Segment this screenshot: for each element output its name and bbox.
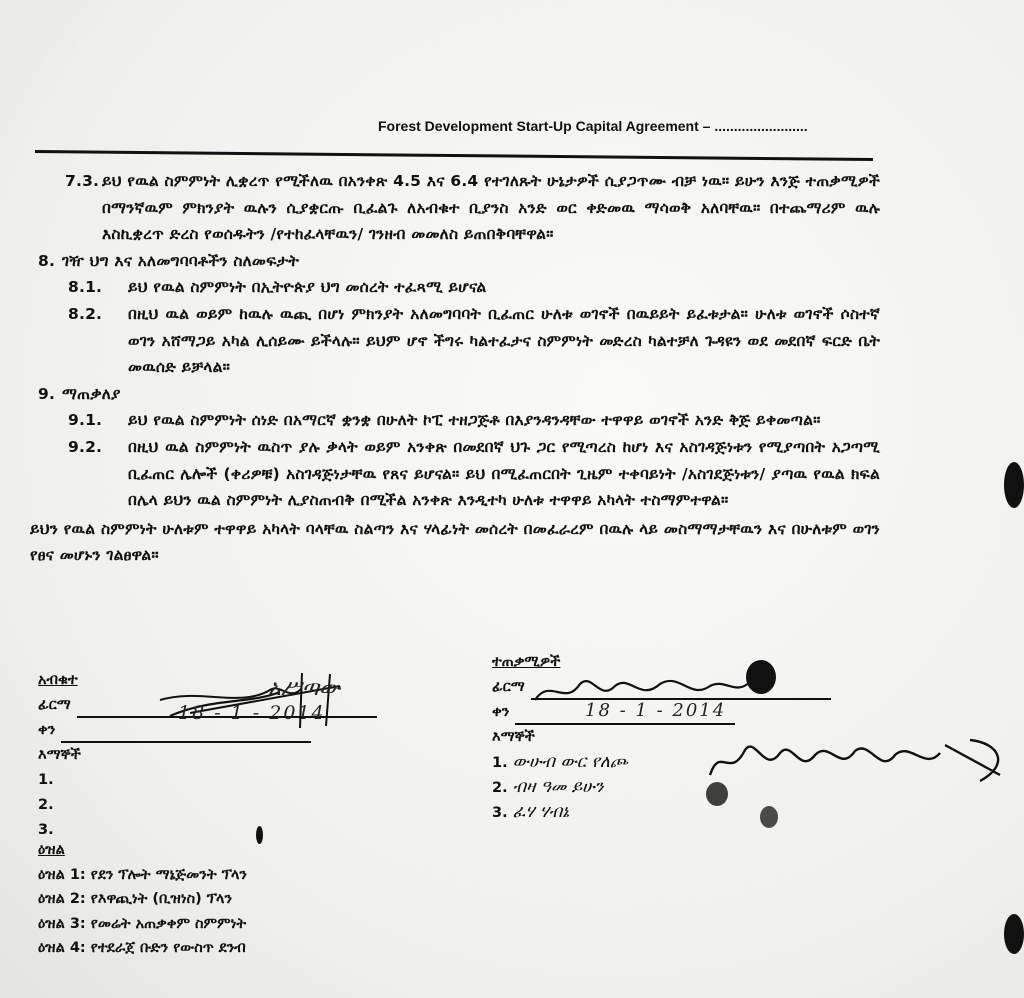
witness-2-number: 2. (38, 797, 54, 813)
annex-item: ዕዝል 4: የተደራጀ ቡድን የውስጥ ደንብ (38, 940, 246, 956)
clause-text: በዚህ ዉል ስምምነት ዉስጥ ያሉ ቃላት ወይም አንቀጽ በመደበኛ ህጉ ጋር የሚጣረስ ከሆነ እና አስገዳጅነቱን የሚያጣበት አጋጣሚ ቢፈጠር ሌሎች (ቀሪዎቹ) አስገዳጅነታቸዉ የጸና ይሆናል። ይህ በሚፈጠርበት ጊዜም ተቀባይነት /አስገደጅነቱን/ ያጣዉ የዉል ክፍል በሌላ ይህን ዉል ስምምነት ሊያስጠብቅ በሚችል አንቀጽ እንዲተካ ሁለቱ ተዋዋይ አካላት ተስማምተዋል። (128, 437, 880, 510)
witness-number: 1. (492, 755, 508, 771)
annex-item: ዕዝል 2: የእዋጪነት (ቢዝነስ) ፕላን (38, 891, 233, 907)
annex-list (38, 838, 247, 961)
witness-1-number: 1. (38, 772, 54, 788)
witness-row (492, 800, 912, 825)
left-signatory-name: አሥጣው (268, 676, 341, 701)
section-number: 9. (38, 384, 56, 403)
clause-text: ይህ የዉል ስምምነት ሊቋረጥ የሚችለዉ በአንቀጽ 4.5 እና 6.4 የተገለጹት ሁኔታዎች ሲያጋጥሙ ብቻ ነዉ። ይሁን እንጅ ተጠቃሚዎች በማንኛዉም ምክንያት ዉሉን ሲያቋርጡ ቢፈልጉ ለአብቁተ ቢያንስ አንድ ወር ቀድመዉ ማሳወቅ አለባቸዉ። በተጨማሪም ዉሉ እስኪቋረጥ ድረስ የወሰዱትን /የተከፈላቸዉን/ ገንዘብ መመለስ ይጠበቅባቸዋል። (102, 172, 880, 244)
document-header-title: Forest Development Start-Up Capital Agreement – ........................ (378, 118, 808, 134)
right-party-title: ተጠቃሚዎች (492, 654, 561, 670)
witness-number: 3. (492, 805, 508, 821)
witness-1-signature-scribble (700, 735, 1020, 795)
right-date-value: 18 - 1 - 2014 (585, 700, 727, 721)
left-party-title: አብቁተ (38, 672, 78, 688)
ink-stain (746, 660, 776, 694)
sign-label: ፊርማ (38, 697, 71, 713)
annex-item: ዕዝል 3: የመሬት አጠቃቀም ስምምነት (38, 915, 247, 932)
left-date-value: 18 - 1 - 2014 (178, 702, 326, 724)
closing-statement: ይህን የዉል ስምምነት ሁለቱም ተዋዋይ አካላት ባላቸዉ ስልጣን እና ሃላፊነት መሰረት በመፈራረም በዉሉ ላይ መስማማታቸዉን እና በሁለቱም ወገን የፀና መሆኑን ገልፀዋል። (30, 519, 880, 565)
witness-3-number: 3. (38, 822, 54, 838)
clause-number: 7.3. (65, 172, 100, 190)
date-label: ቀን (492, 704, 510, 720)
witnesses-label: እማኞች (492, 729, 535, 745)
clause-text: ይህ የዉል ስምምነት በኢትዮጵያ ህግ መሰረት ተፈጻሚ ይሆናል (128, 278, 487, 297)
clause-number: 9.1. (68, 411, 103, 430)
sign-label: ፊርማ (492, 679, 525, 695)
witness-name: ፈሃ ሃብኔ (512, 802, 570, 822)
edge-shadow (1004, 914, 1024, 954)
clause-text: ይህ የዉል ስምምነት ሰነድ በአማርኛ ቋንቋ በሁለት ኮፒ ተዘጋጅቶ በእያንዳንዳቸው ተዋዋይ ወገኖች አንድ ቅጅ ይቀመጣል። (128, 411, 821, 430)
clause-7-3 (30, 168, 880, 248)
clause-text: በዚህ ዉል ወይም ከዉሉ ዉጪ በሆነ ምክንያት አለመግባባት ቢፈጠር ሁለቱ ወገኖች በዉይይት ይፈቱታል። ሁለቱ ወገኖች ሶስተኛ ወገን አሸማጋይ አካል ሊሰይሙ ይችላሉ። ይህም ሆኖ ችግሩ ካልተፈታና ስምምነት መድረስ ካልተቻለ ጉዳዩን ወደ መደበኛ ፍርድ ቤት መዉሰድ ይቻላል። (128, 304, 880, 377)
clause-8-2 (30, 301, 880, 381)
section-title: ማጠቃለያ (62, 384, 121, 403)
annex-item: ዕዝል 1: የደን ፕሎት ማኔጅመንት ፕላን (38, 866, 247, 883)
clause-8-1 (30, 274, 880, 301)
witnesses-label: እማኞች (38, 747, 81, 763)
section-number: 8. (38, 251, 56, 270)
edge-shadow (1004, 462, 1024, 508)
ink-mark (256, 826, 263, 844)
section-title: ገዥ ህግ እና አለመግባባቶችን ስለመፍታት (62, 251, 300, 270)
date-label: ቀን (38, 722, 56, 738)
agreement-body (30, 168, 880, 569)
clause-number: 8.2. (68, 304, 103, 323)
clause-number: 9.2. (68, 437, 103, 456)
ink-stain (760, 806, 778, 828)
clause-9-1 (30, 407, 880, 434)
witness-number: 2. (492, 780, 508, 796)
section-8-heading (30, 248, 880, 275)
witness-name: ብዛ ዓመ ይሁን (512, 777, 604, 797)
clause-number: 8.1. (68, 278, 103, 297)
section-9-heading (30, 381, 880, 408)
witness-name: ውሁብ ውር የለጮ (512, 752, 628, 772)
header-divider (35, 150, 873, 161)
clause-9-2 (30, 434, 880, 514)
annex-title: ዕዝል (38, 842, 65, 858)
ink-stain (706, 782, 728, 806)
right-signature-scribble (530, 672, 770, 712)
